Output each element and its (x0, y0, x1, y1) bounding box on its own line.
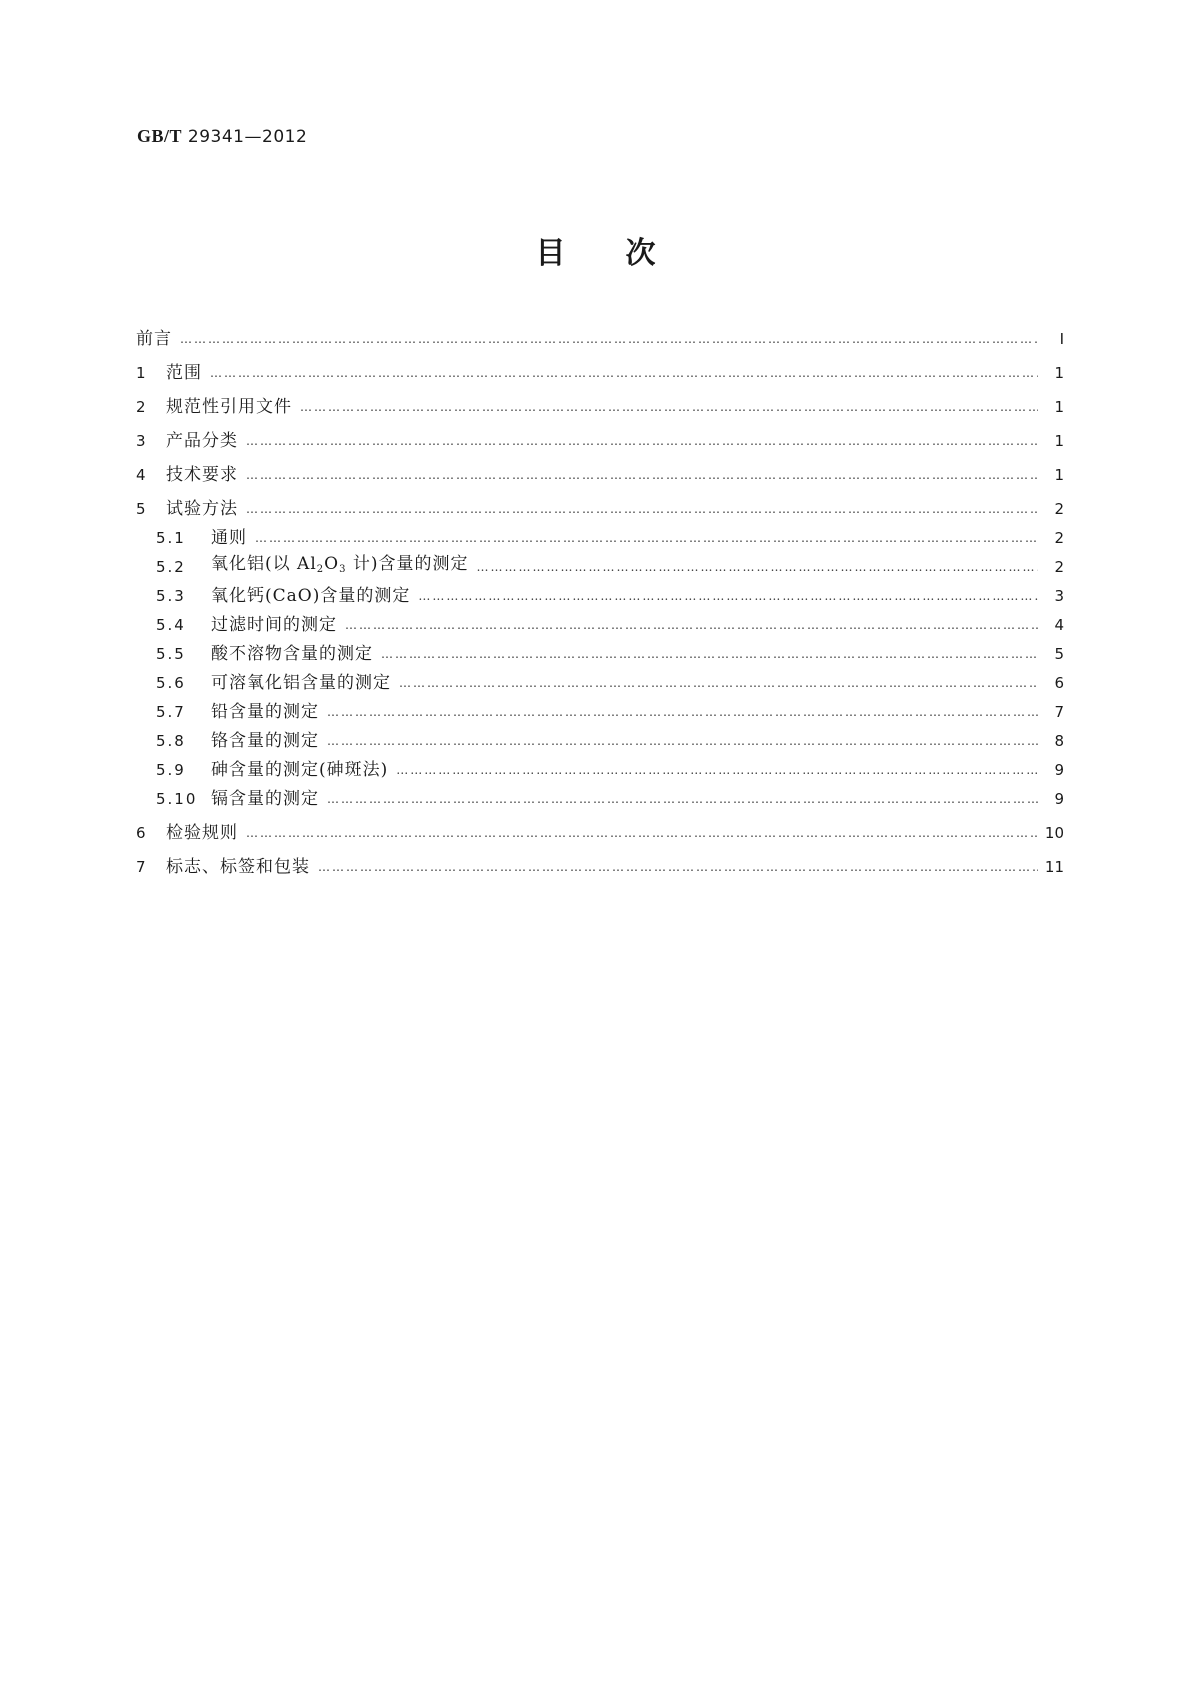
toc-label: 检验规则 (166, 823, 238, 843)
toc-label: 过滤时间的测定 (211, 615, 337, 635)
toc-entry-5-8[interactable] (156, 728, 1064, 754)
toc-page-number: 1 (1054, 432, 1064, 450)
toc-label-part: 氧化铝(以 Al (211, 554, 317, 574)
toc-entry-5-6[interactable] (156, 670, 1064, 696)
toc-label: 通则 (211, 528, 247, 548)
toc-label: 规范性引用文件 (166, 397, 292, 417)
toc-entry-1[interactable] (136, 360, 1064, 386)
toc-number: 6 (136, 824, 148, 842)
toc-page-number: 2 (1054, 529, 1064, 547)
toc-label: 标志、标签和包装 (166, 857, 310, 877)
toc-leader-dots (327, 728, 1038, 754)
toc-leader-dots (180, 326, 1038, 352)
toc-label-part: O (324, 554, 340, 574)
toc-label: 砷含量的测定(砷斑法) (211, 760, 389, 780)
toc-page-number: 1 (1054, 398, 1064, 416)
page-title: 目次 (535, 236, 716, 271)
toc-label: 氧化钙(CaO)含量的测定 (211, 586, 411, 606)
toc-entry-5-9[interactable] (156, 757, 1064, 783)
toc-page-number: 8 (1054, 732, 1064, 750)
toc-number: 2 (136, 398, 148, 416)
toc-page-number: 4 (1054, 616, 1064, 634)
toc-page-number: 2 (1054, 558, 1064, 576)
toc-entry-5-3[interactable] (156, 583, 1064, 609)
toc-leader-dots (246, 428, 1038, 454)
toc-label: 铬含量的测定 (211, 731, 319, 751)
toc-label (211, 551, 476, 583)
toc-leader-dots (246, 820, 1038, 846)
toc-label: 技术要求 (166, 465, 238, 485)
toc-label: 试验方法 (166, 499, 238, 519)
toc-entry-preface[interactable] (136, 326, 1064, 352)
toc-page-number: 5 (1054, 645, 1064, 663)
document-code (137, 126, 307, 147)
toc-entry-5-1[interactable] (156, 525, 1064, 551)
toc-entry-5-5[interactable] (156, 641, 1064, 667)
toc-entry-2[interactable] (136, 394, 1064, 420)
toc-page-number: 1 (1054, 364, 1064, 382)
document-code-prefix: GB/T (137, 126, 183, 146)
toc-number: 5.6 (156, 674, 186, 692)
toc-page-number: 7 (1054, 703, 1064, 721)
toc-leader-dots (300, 394, 1038, 420)
toc-page-number: 9 (1054, 761, 1064, 779)
toc-page-number: 1 (1054, 466, 1064, 484)
toc-number: 5 (136, 500, 148, 518)
toc-page-number: 11 (1044, 858, 1064, 876)
toc-page-number: 9 (1054, 790, 1064, 808)
toc-number: 5.3 (156, 587, 186, 605)
toc-leader-dots (327, 699, 1038, 725)
toc-entry-5-7[interactable] (156, 699, 1064, 725)
toc-leader-dots (418, 583, 1038, 609)
toc-entry-5-2[interactable] (156, 554, 1064, 580)
toc-page-number: 3 (1054, 587, 1064, 605)
toc-number: 1 (136, 364, 148, 382)
subscript: 3 (339, 564, 347, 575)
toc-number: 4 (136, 466, 148, 484)
toc-leader-dots (246, 462, 1038, 488)
toc-entry-3[interactable] (136, 428, 1064, 454)
toc-number: 5.4 (156, 616, 186, 634)
toc-number: 5.9 (156, 761, 186, 779)
toc-leader-dots (381, 641, 1038, 667)
toc-entry-5[interactable] (136, 496, 1064, 522)
toc-number: 5.5 (156, 645, 186, 663)
toc-page-number: 2 (1054, 500, 1064, 518)
toc-leader-dots (396, 757, 1038, 783)
toc-number: 5.2 (156, 558, 186, 576)
toc-leader-dots (246, 496, 1038, 522)
toc-leader-dots (345, 612, 1038, 638)
toc-page-number: Ⅰ (1059, 330, 1064, 348)
toc-number: 5.1 (156, 529, 186, 547)
toc-leader-dots (327, 786, 1038, 812)
toc-entry-6[interactable] (136, 820, 1064, 846)
toc-leader-dots (476, 554, 1038, 580)
toc-number: 3 (136, 432, 148, 450)
toc-label: 前言 (136, 329, 172, 349)
toc-entry-5-4[interactable] (156, 612, 1064, 638)
toc-label: 铅含量的测定 (211, 702, 319, 722)
toc-label: 酸不溶物含量的测定 (211, 644, 373, 664)
toc-page-number: 10 (1044, 824, 1064, 842)
toc-label-part: 计)含量的测定 (346, 554, 469, 574)
toc-number: 5.7 (156, 703, 186, 721)
toc-entry-7[interactable] (136, 854, 1064, 880)
toc-leader-dots (399, 670, 1038, 696)
toc-leader-dots (255, 525, 1038, 551)
toc-label: 产品分类 (166, 431, 238, 451)
toc-leader-dots (210, 360, 1038, 386)
toc-label: 镉含量的测定 (211, 789, 319, 809)
toc-label: 范围 (166, 363, 202, 383)
toc-leader-dots (318, 854, 1038, 880)
toc-entry-5-10[interactable] (156, 786, 1064, 812)
toc-entry-4[interactable] (136, 462, 1064, 488)
toc-number: 5.8 (156, 732, 186, 750)
subscript: 2 (316, 564, 325, 575)
toc-number: 7 (136, 858, 148, 876)
toc-number: 5.10 (156, 790, 198, 808)
toc-page-number: 6 (1054, 674, 1064, 692)
document-code-number: 29341—2012 (187, 127, 308, 147)
toc-label: 可溶氧化铝含量的测定 (211, 673, 391, 693)
